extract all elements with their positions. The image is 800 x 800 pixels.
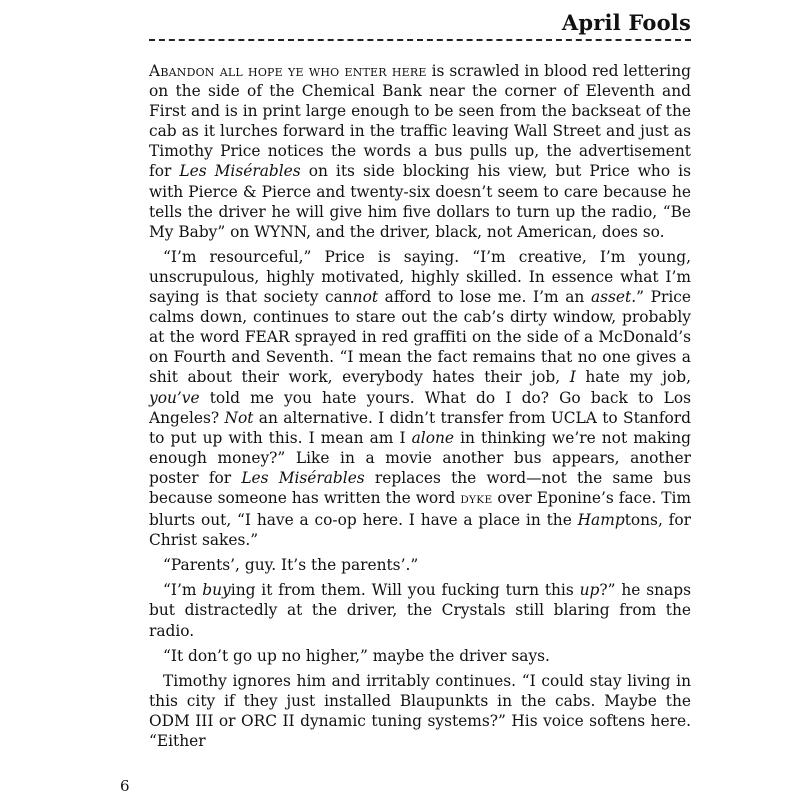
text-run: “It don’t go up no higher,” maybe the driver says. — [163, 646, 550, 665]
small-caps-text: Abandon all hope ye who enter here — [149, 62, 427, 80]
italic-text: buy — [202, 581, 231, 600]
text-run: is scrawled in blood red lettering on the side of the Chemical Bank near the corner of Eleventh and First and is in print large enough to be seen from the backseat of the cab as it lurches forward in the traffic leaving Wall Street and just as Timothy Price notices the words a bus pulls up, the advertisement for — [149, 62, 691, 181]
italic-text: alone — [411, 428, 455, 447]
text-run: tons, for Christ sakes.” — [149, 511, 691, 550]
text-run: ” Price calms down, continues to stare out the cab’s dirty window, probably at the word FEAR sprayed in red graffiti on the side of a McDonald’s on Fourth and Seventh. “I mean the fact remains that no one gives a shit about their work, everybody hates their job, — [149, 288, 691, 387]
text-run: ?” he snaps but distractedly at the driver, the Crystals still blaring from the radio. — [149, 581, 691, 640]
italic-text: asset. — [590, 288, 637, 307]
text-run: “I’m resourceful,” Price is saying. “I’m creative, I’m young, unscrupulous, highly motivated, highly skilled. In essence what I’m saying is that society can — [149, 247, 691, 307]
text-run: an alternative. I didn’t transfer from UCLA to Stanford to put up with this. I mean am I — [149, 408, 692, 447]
text-run: afford to lose me. I’m an — [378, 288, 591, 307]
header-dashed-rule — [149, 39, 691, 41]
paragraph — [149, 555, 691, 575]
page-number: 6 — [120, 777, 130, 795]
chapter-title: April Fools — [561, 10, 691, 35]
text-run: ing it from them. Will you fucking turn this — [230, 581, 580, 600]
running-header — [149, 8, 691, 48]
italic-text: Not — [224, 408, 254, 427]
italic-text: Les Misérables — [179, 162, 301, 181]
text-run: told me you hate yours. What do I do? Go back to Los Angeles? — [149, 388, 691, 427]
text-run: in thinking we’re not making enough money?” Like in a movie another bus appears, another poster for — [149, 428, 691, 487]
italic-text: you’ve — [149, 388, 200, 407]
paragraph — [149, 646, 691, 666]
text-run: “I’m — [163, 581, 203, 600]
paragraph — [149, 247, 691, 550]
text-run: over Eponine’s face. Tim blurts out, “I have a co-op here. I have a place in the — [149, 488, 691, 530]
small-caps-text: DYKE — [460, 493, 493, 506]
text-run: Timothy ignores him and irritably continues. “I could stay living in this city if they just installed Blaupunkts in the cabs. Maybe the ODM III or ORC II dynamic tuning systems?” His voice softens here. “Either — [149, 671, 691, 750]
text-run: hate my job, — [575, 368, 691, 387]
italic-text: Les Misérables — [241, 468, 365, 487]
italic-text: Hamp — [577, 511, 625, 530]
paragraph — [149, 671, 691, 751]
body-text — [149, 61, 691, 756]
italic-text: up — [579, 581, 600, 600]
italic-text: I — [569, 368, 576, 387]
paragraph — [149, 580, 691, 640]
text-run: on its side blocking his view, but Price who is with Pierce & Pierce and twenty-six doesn’t seem to care because he tells the driver he will give him five dollars to turn up the radio, “Be My Baby” on WYNN, and the driver, black, not American, does so. — [149, 162, 691, 241]
italic-text: not — [352, 288, 379, 307]
text-run: replaces the word—not the same bus because someone has written the word — [149, 468, 691, 507]
paragraph — [149, 61, 691, 242]
text-run: “Parents’, guy. It’s the parents’.” — [163, 556, 419, 575]
